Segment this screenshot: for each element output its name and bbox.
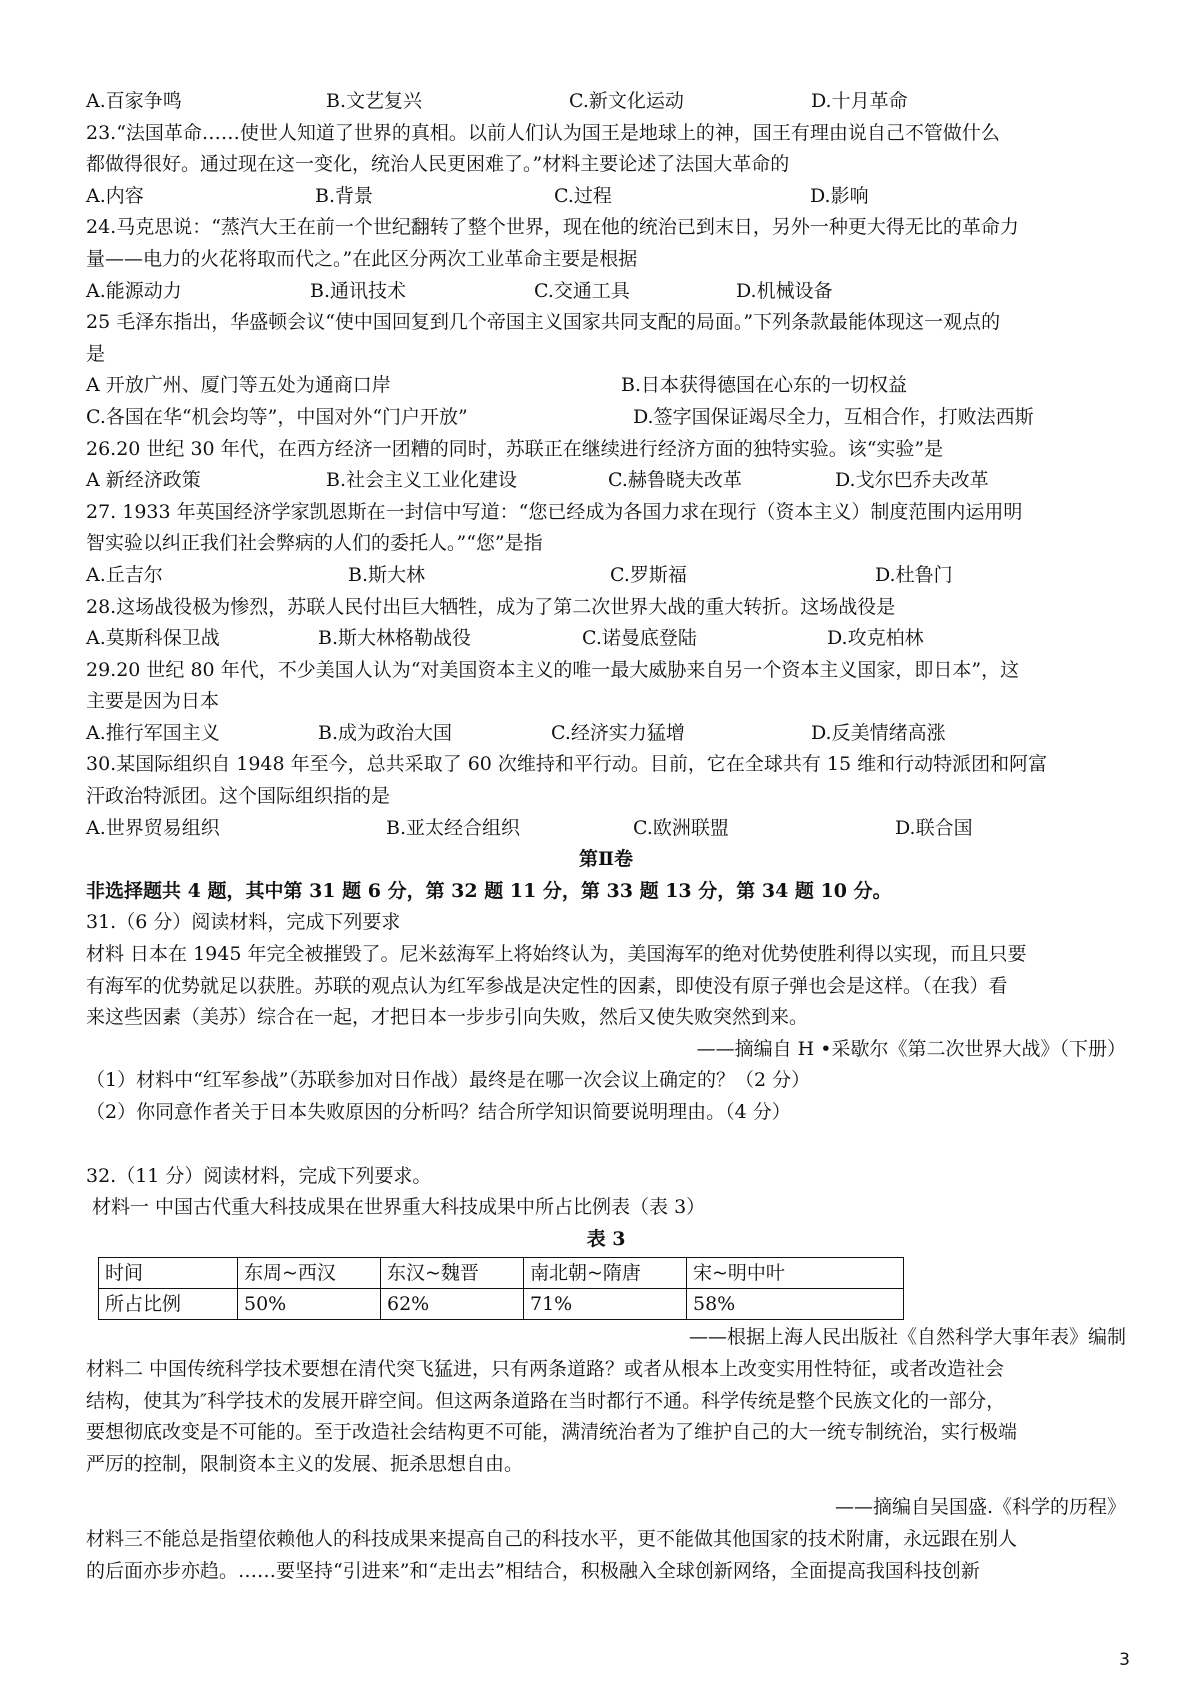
table-row xyxy=(99,1289,904,1320)
q32-material2-line-2: 结构，使其为″科学技术的发展开辟空间。但这两条道路在当时都行不通。科学传统是整个民族文化的一部分， xyxy=(86,1389,1006,1412)
q29-option-a: A.推行军国主义 xyxy=(86,721,220,744)
q25-option-a: A 开放广州、厦门等五处为通商口岸 xyxy=(86,374,391,397)
q27-option-c: C.罗斯福 xyxy=(610,563,687,586)
q29-option-b: B.成为政治大国 xyxy=(318,721,453,744)
q27-stem-line-2: 智实验以纠正我们社会弊病的人们的委托人。”“您”是指 xyxy=(86,532,543,555)
q24-option-c: C.交通工具 xyxy=(534,279,630,302)
q26-option-a: A 新经济政策 xyxy=(86,469,201,492)
q27-option-a: A.丘吉尔 xyxy=(86,563,163,586)
q26-option-c: C.赫鲁晓夫改革 xyxy=(608,469,742,492)
q32-table-title: 表 3 xyxy=(586,1227,626,1250)
q30-options xyxy=(86,813,1126,845)
q25-option-c: C.各国在华“机会均等”，中国对外“门户开放” xyxy=(86,405,468,428)
q29-stem-line-2: 主要是因为日本 xyxy=(86,690,220,713)
q22-option-a: A.百家争鸣 xyxy=(86,90,182,112)
q26-option-d: D.戈尔巴乔夫改革 xyxy=(835,469,989,492)
q22-options xyxy=(86,86,1126,118)
q22-option-d: D.十月革命 xyxy=(811,90,908,112)
q28-option-c: C.诺曼底登陆 xyxy=(582,627,697,650)
q32-material1-intro: 材料一 中国古代重大科技成果在世界重大科技成果中所占比例表（表 3） xyxy=(92,1196,706,1219)
q29-options xyxy=(86,718,1126,750)
q28-option-b: B.斯大林格勒战役 xyxy=(318,627,472,650)
table-header-cell: 东周~西汉 xyxy=(238,1258,381,1289)
q27-stem-line-1: 27. 1933 年英国经济学家凯恩斯在一封信中写道：“您已经成为各国力求在现行（资本主义）制度范围内运用明 xyxy=(86,500,1023,523)
q29-option-d: D.反美情绪高涨 xyxy=(811,721,946,744)
q28-options xyxy=(86,623,1126,655)
q32-material3-line-2: 的后面亦步亦趋。……要坚持“引进来”和“走出去”相结合，积极融入全球创新网络，全面提高我国科技创新 xyxy=(86,1559,980,1582)
spacer xyxy=(86,1129,1126,1161)
q30-option-a: A.世界贸易组织 xyxy=(86,816,220,839)
q24-option-b: B.通讯技术 xyxy=(310,279,407,302)
q32-material2-line-1: 材料二 中国传统科学技术要想在清代突飞猛进，只有两条道路？或者从根本上改变实用性特征，或者改造社会 xyxy=(86,1357,1005,1380)
table-cell: 50% xyxy=(238,1289,381,1320)
q22-option-b: B.文艺复兴 xyxy=(326,90,423,112)
q23-option-a: A.内容 xyxy=(86,184,144,207)
table-cell: 71% xyxy=(524,1289,687,1320)
q32-material1-source: ——根据上海人民出版社《自然科学大事年表》编制 xyxy=(688,1326,1126,1349)
q31-sub-question-1: （1）材料中“红军参战”（苏联参加对日作战）最终是在哪一次会议上确定的？（2 分） xyxy=(86,1069,811,1092)
q30-option-c: C.欧洲联盟 xyxy=(633,816,729,839)
q28-option-a: A.莫斯科保卫战 xyxy=(86,627,220,650)
q25-stem-line-2: 是 xyxy=(86,342,106,365)
q30-option-b: B.亚太经合组织 xyxy=(386,816,521,839)
part2-title: 第Ⅱ卷 xyxy=(578,848,633,871)
q32-header: 32.（11 分）阅读材料，完成下列要求。 xyxy=(86,1164,432,1187)
q27-options xyxy=(86,560,1126,592)
q31-material-line-2: 有海军的优势就足以获胜。苏联的观点认为红军参战是决定性的因素，即使没有原子弹也会是这样。（在我）看 xyxy=(86,974,1008,997)
table-header-cell: 东汉~魏晋 xyxy=(381,1258,524,1289)
q25-stem-line-1: 25 毛泽东指出，华盛顿会议“使中国回复到几个帝国主义国家共同支配的局面。”下列条款最能体现这一观点的 xyxy=(86,311,1001,334)
q24-option-a: A.能源动力 xyxy=(86,279,182,302)
q32-material3-line-1: 材料三不能总是指望依赖他人的科技成果来提高自己的科技水平，更不能做其他国家的技术附庸，永远跟在别人 xyxy=(86,1527,1018,1550)
q23-stem-line-1: 23.“法国革命……使世人知道了世界的真相。以前人们认为国王是地球上的神，国王有理由说自己不管做什么 xyxy=(86,121,1000,144)
table-cell: 58% xyxy=(687,1289,904,1320)
table-header-cell: 时间 xyxy=(99,1258,238,1289)
q26-stem-line-1: 26.20 世纪 30 年代，在西方经济一团糟的同时，苏联正在继续进行经济方面的独特实验。该“实验”是 xyxy=(86,437,944,460)
q24-options xyxy=(86,276,1126,308)
table-header-cell: 宋~明中叶 xyxy=(687,1258,904,1289)
q32-material2-line-3: 要想彻底改变是不可能的。至于改造社会结构更不可能，满清统治者为了维护自己的大一统专制统治，实行极端 xyxy=(86,1421,1018,1444)
q30-stem-line-2: 汗政治特派团。这个国际组织指的是 xyxy=(86,785,391,808)
q31-sub-question-2: （2）你同意作者关于日本失败原因的分析吗？结合所学知识简要说明理由。（4 分） xyxy=(86,1101,791,1123)
q25-option-d: D.签字国保证竭尽全力，互相合作，打败法西斯 xyxy=(633,405,1034,428)
q25-options-row-1 xyxy=(86,370,1126,402)
q22-option-c: C.新文化运动 xyxy=(569,90,684,112)
spacer xyxy=(86,1480,1126,1492)
q28-option-d: D.攻克柏林 xyxy=(827,627,924,650)
table-cell: 所占比例 xyxy=(99,1289,238,1320)
q23-option-c: C.过程 xyxy=(554,184,612,207)
q31-material-line-1: 材料 日本在 1945 年完全被摧毁了。尼米兹海军上将始终认为，美国海军的绝对优势使胜利得以实现，而且只要 xyxy=(86,943,1027,966)
q29-stem-line-1: 29.20 世纪 80 年代，不少美国人认为“对美国资本主义的唯一最大威胁来自另一个资本主义国家，即日本”，这 xyxy=(86,658,1020,681)
q26-option-b: B.社会主义工业化建设 xyxy=(326,469,518,492)
q24-stem-line-1: 24.马克思说：“蒸汽大王在前一个世纪翻转了整个世界，现在他的统治已到末日，另外一种更大得无比的革命力 xyxy=(86,216,1019,239)
table-cell: 62% xyxy=(381,1289,524,1320)
q23-options xyxy=(86,181,1126,213)
page-number: 3 xyxy=(1119,1650,1130,1670)
q31-header: 31.（6 分）阅读材料，完成下列要求 xyxy=(86,911,401,934)
q30-stem-line-1: 30.某国际组织自 1948 年至今，总共采取了 60 次维持和平行动。目前，它在全球共有 15 维和行动特派团和阿富 xyxy=(86,753,1048,776)
q23-option-b: B.背景 xyxy=(315,184,374,207)
page-content xyxy=(86,86,1126,1587)
q32-table xyxy=(98,1257,904,1320)
q31-source: ——摘编自 H •采歇尔《第二次世界大战》（下册） xyxy=(696,1037,1126,1060)
q26-options xyxy=(86,465,1126,497)
table-header-cell: 南北朝~隋唐 xyxy=(524,1258,687,1289)
q29-option-c: C.经济实力猛增 xyxy=(551,721,685,744)
q27-option-b: B.斯大林 xyxy=(348,563,426,586)
q23-stem-line-2: 都做得很好。通过现在这一变化，统治人民更困难了。”材料主要论述了法国大革命的 xyxy=(86,153,790,176)
table-row xyxy=(99,1258,904,1289)
q32-material2-source: ——摘编自吴国盛.《科学的历程》 xyxy=(834,1496,1126,1519)
q25-option-b: B.日本获得德国在心东的一切权益 xyxy=(621,374,908,397)
q32-material2-line-4: 严厉的控制，限制资本主义的发展、扼杀思想自由。 xyxy=(86,1452,524,1475)
q24-stem-line-2: 量——电力的火花将取而代之。”在此区分两次工业革命主要是根据 xyxy=(86,247,638,270)
q28-stem-line-1: 28.这场战役极为惨烈，苏联人民付出巨大牺牲，成为了第二次世界大战的重大转折。这场战役是 xyxy=(86,595,896,618)
q27-option-d: D.杜鲁门 xyxy=(875,563,953,586)
q30-option-d: D.联合国 xyxy=(895,816,973,839)
q31-material-line-3: 来这些因素（美苏）综合在一起，才把日本一步步引向失败，然后又使失败突然到来。 xyxy=(86,1006,809,1029)
q23-option-d: D.影响 xyxy=(810,184,869,207)
q25-options-row-2 xyxy=(86,402,1126,434)
part2-instructions: 非选择题共 4 题，其中第 31 题 6 分，第 32 题 11 分，第 33 题 13 分，第 34 题 10 分。 xyxy=(86,879,892,902)
q24-option-d: D.机械设备 xyxy=(736,279,833,302)
